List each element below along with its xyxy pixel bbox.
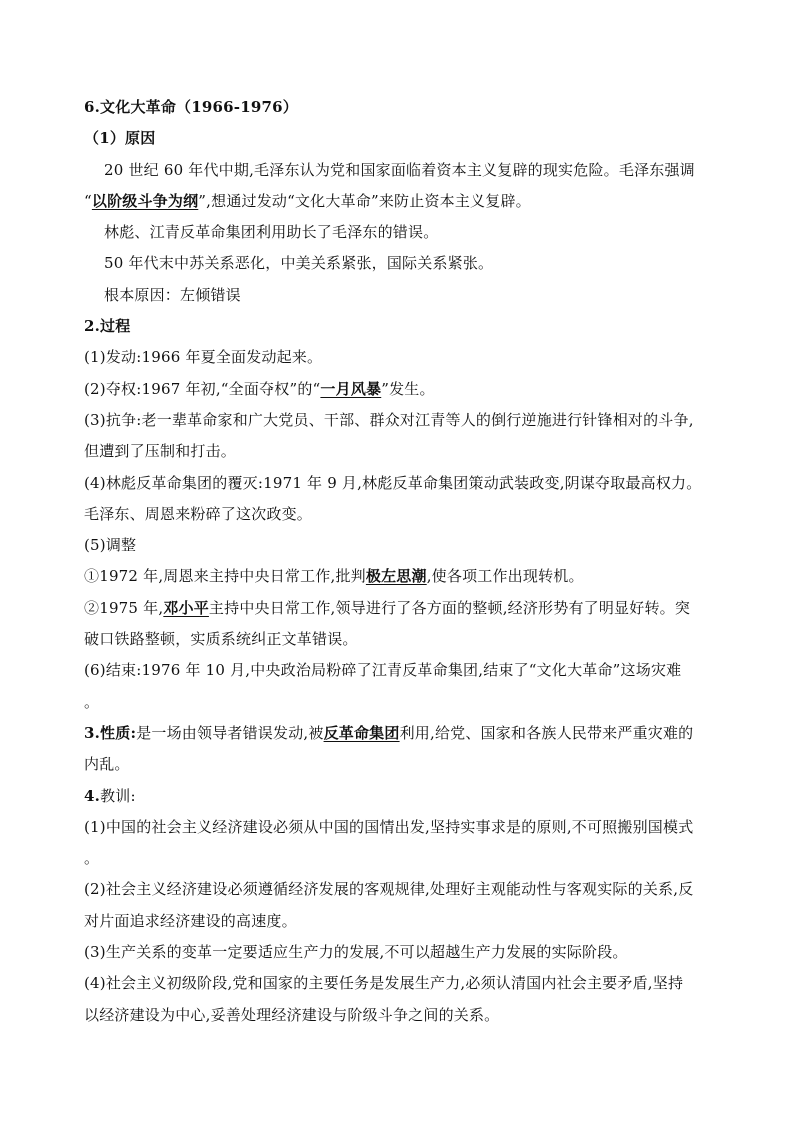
process-item-3a: (3)抗争:老一辈革命家和广大党员、干部、群众对江青等人的倒行逆施进行针锋相对的斗争, — [84, 410, 694, 429]
cause-paragraph-1b — [84, 186, 734, 217]
lesson-2a: (2)社会主义经济建设必须遵循经济发展的客观规律,处理好主观能动性与客观实际的关系,反 — [84, 880, 694, 899]
cause-paragraph-3: 50 年代末中苏关系恶化，中美关系紧张，国际关系紧张。 — [104, 254, 494, 273]
lesson-4a: (4)社会主义初级阶段,党和国家的主要任务是发展生产力,必须认清国内社会主要矛盾,坚持 — [84, 974, 684, 993]
nature-line-1 — [84, 718, 734, 749]
cause-paragraph-1b-rest: ”,想通过发动“文化大革命”来防止资本主义复辟。 — [198, 191, 531, 210]
process-item-1: (1)发动:1966 年夏全面发动起来。 — [84, 348, 323, 367]
quote-open: “ — [84, 191, 92, 210]
cause-paragraph-1a: 20 世纪 60 年代中期,毛泽东认为党和国家面临着资本主义复辟的现实危险。毛泽东强调 — [104, 160, 695, 179]
process-item-2-post: ”发生。 — [381, 379, 435, 398]
process-item-8b: 。 — [84, 692, 100, 711]
nature-post: 利用,给党、国家和各族人民带来严重灾难的 — [399, 723, 694, 742]
process-item-7-pre: ②1975 年, — [84, 598, 164, 617]
process-heading: 2.过程 — [84, 317, 131, 336]
process-item-8a: (6)结束:1976 年 10 月,中央政治局粉碎了江青反革命集团,结束了“文化大革命”这场灾难 — [84, 661, 682, 680]
lesson-1b: 。 — [84, 849, 100, 868]
process-item-5: (5)调整 — [84, 536, 137, 555]
process-item-7a — [84, 593, 734, 624]
lessons-label: 教训: — [100, 786, 136, 805]
process-item-3b: 但遭到了压制和打击。 — [84, 442, 237, 461]
process-item-7b: 破口铁路整顿，实质系统纠正文革错误。 — [84, 630, 358, 649]
nature-label: 3.性质: — [84, 723, 137, 742]
nature-line-2: 内乱。 — [84, 755, 130, 774]
key-term-deng: 邓小平 — [163, 598, 209, 617]
process-item-6 — [84, 561, 734, 592]
process-item-6-pre: ①1972 年,周恩来主持中央日常工作,批判 — [84, 567, 366, 586]
key-term-class-struggle: 以阶级斗争为纲 — [91, 191, 199, 210]
process-item-6-post: ,使各项工作出现转机。 — [426, 567, 584, 586]
cause-paragraph-4: 根本原因：左倾错误 — [104, 285, 241, 304]
process-item-2-pre: (2)夺权:1967 年初,“全面夺权”的“ — [84, 379, 321, 398]
cause-heading: （1）原因 — [84, 129, 156, 148]
lessons-number: 4. — [84, 786, 101, 805]
lesson-3: (3)生产关系的变革一定要适应生产力的发展,不可以超越生产力发展的实际阶段。 — [84, 943, 628, 962]
lesson-1a: (1)中国的社会主义经济建设必须从中国的国情出发,坚持实事求是的原则,不可照搬别国模式 — [84, 817, 694, 836]
process-item-7-post: 主持中央日常工作,领导进行了各方面的整顿,经济形势有了明显好转。突 — [208, 598, 691, 617]
key-term-ultra-left: 极左思潮 — [365, 567, 427, 586]
cause-paragraph-2: 林彪、江青反革命集团利用助长了毛泽东的错误。 — [104, 223, 439, 242]
process-item-2 — [84, 374, 734, 405]
lesson-4b: 以经济建设为中心,妥善处理经济建设与阶级斗争之间的关系。 — [84, 1005, 500, 1024]
section-title: 6.文化大革命（1966-1976） — [84, 98, 298, 116]
lessons-heading — [84, 781, 734, 812]
process-item-4b: 毛泽东、周恩来粉碎了这次政变。 — [84, 504, 313, 523]
lesson-2b: 对片面追求经济建设的高速度。 — [84, 911, 297, 930]
process-item-4a: (4)林彪反革命集团的覆灭:1971 年 9 月,林彪反革命集团策动武装政变,阴谋夺取最高权力。 — [84, 473, 702, 492]
key-term-january-storm: 一月风暴 — [320, 379, 382, 398]
nature-pre: 是一场由领导者错误发动,被 — [136, 723, 324, 742]
key-term-counter-revolutionary: 反革命集团 — [323, 723, 400, 742]
